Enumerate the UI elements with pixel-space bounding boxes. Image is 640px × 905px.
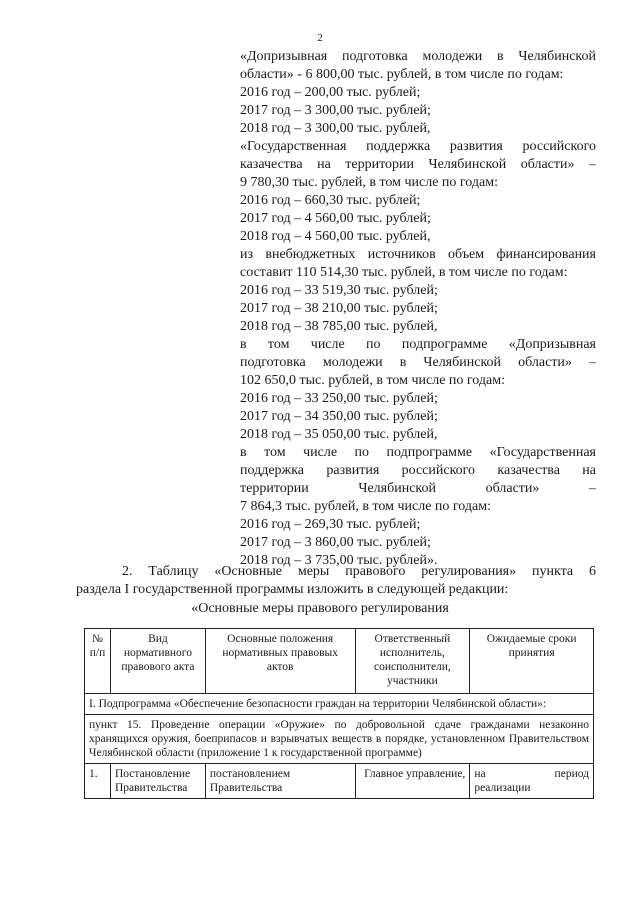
text-line: 2018 год – 3 735,00 тыс. рублей».	[240, 553, 438, 568]
regulation-table	[84, 628, 594, 799]
header-responsible: Ответственный исполнитель, соисполнители, участники	[355, 629, 470, 694]
cell-num: 1.	[85, 764, 111, 799]
text-line: 102 650,0 тыс. рублей, в том числе по годам:	[240, 373, 505, 388]
text-line: из внебюджетных источников объем финансирования	[240, 247, 596, 262]
text-line: 2017 год – 3 860,00 тыс. рублей;	[240, 535, 431, 550]
text-line: поддержка развития российского казачества на	[240, 463, 596, 478]
cell-terms	[470, 764, 594, 799]
header-provisions: Основные положения нормативных правовых актов	[205, 629, 355, 694]
table-row	[85, 694, 594, 715]
text-line: 2018 год – 35 050,00 тыс. рублей,	[240, 427, 438, 442]
cell-terms-line-1: на период	[474, 768, 589, 780]
text-line: 2016 год – 33 250,00 тыс. рублей;	[240, 391, 438, 406]
text-line: 2018 год – 38 785,00 тыс. рублей,	[240, 319, 438, 334]
financing-text-block	[240, 48, 596, 570]
text-line: 2017 год – 38 210,00 тыс. рублей;	[240, 301, 438, 316]
section-heading: I. Подпрограмма «Обеспечение безопасности граждан на территории Челябинской области»:	[85, 694, 594, 715]
cell-terms-line-2: реализации	[474, 782, 531, 794]
header-num: № п/п	[85, 629, 111, 694]
table-title: «Основные меры правового регулирования	[191, 601, 449, 616]
table-header-row	[85, 629, 594, 694]
cell-act-kind: Постановление Правительства	[110, 764, 205, 799]
paragraph-2	[76, 563, 596, 599]
table-row	[85, 764, 594, 799]
subsection-heading: пункт 15. Проведение операции «Оружие» по добровольной сдаче гражданами незаконно хранящихся оружия, боеприпасов и взрывчатых веществ в порядке, установленном Правительством Челябинской области (приложение 1 к государственной программе)	[85, 715, 594, 764]
text-line: 7 864,3 тыс. рублей, в том числе по годам:	[240, 499, 491, 514]
text-line: составит 110 514,30 тыс. рублей, в том числе по годам:	[240, 265, 568, 280]
text-line: в том числе по подпрограмме «Государственная	[240, 445, 596, 460]
cell-provisions: постановлением Правительства	[205, 764, 355, 799]
text-line: подготовка молодежи в Челябинской области» –	[240, 355, 596, 370]
header-act-kind: Вид нормативного правового акта	[110, 629, 205, 694]
text-line: «Допризывная подготовка молодежи в Челябинской	[240, 49, 596, 64]
text-line: 2017 год – 4 560,00 тыс. рублей;	[240, 211, 431, 226]
text-line: 2016 год – 33 519,30 тыс. рублей;	[240, 283, 438, 298]
page-number: 2	[317, 32, 323, 44]
paragraph-2-line-2: раздела I государственной программы изложить в следующей редакции:	[76, 582, 509, 597]
text-line: 9 780,30 тыс. рублей, в том числе по годам:	[240, 175, 498, 190]
cell-responsible: Главное управление,	[355, 764, 470, 799]
text-line: 2016 год – 200,00 тыс. рублей;	[240, 85, 421, 100]
text-line: территории Челябинской области» –	[240, 481, 596, 496]
text-line: «Государственная поддержка развития российского	[240, 139, 596, 154]
text-line: 2017 год – 3 300,00 тыс. рублей;	[240, 103, 431, 118]
text-line: 2018 год – 3 300,00 тыс. рублей,	[240, 121, 431, 136]
header-terms: Ожидаемые сроки принятия	[470, 629, 594, 694]
text-line: области» - 6 800,00 тыс. рублей, в том числе по годам:	[240, 67, 564, 82]
text-line: 2018 год – 4 560,00 тыс. рублей,	[240, 229, 431, 244]
text-line: 2017 год – 34 350,00 тыс. рублей;	[240, 409, 438, 424]
text-line: казачества на территории Челябинской области» –	[240, 157, 596, 172]
table-row	[85, 715, 594, 764]
text-line: 2016 год – 269,30 тыс. рублей;	[240, 517, 421, 532]
text-line: 2016 год – 660,30 тыс. рублей;	[240, 193, 421, 208]
text-line: в том числе по подпрограмме «Допризывная	[240, 337, 596, 352]
paragraph-2-line-1: 2. Таблицу «Основные меры правового регулирования» пункта 6	[122, 564, 596, 579]
